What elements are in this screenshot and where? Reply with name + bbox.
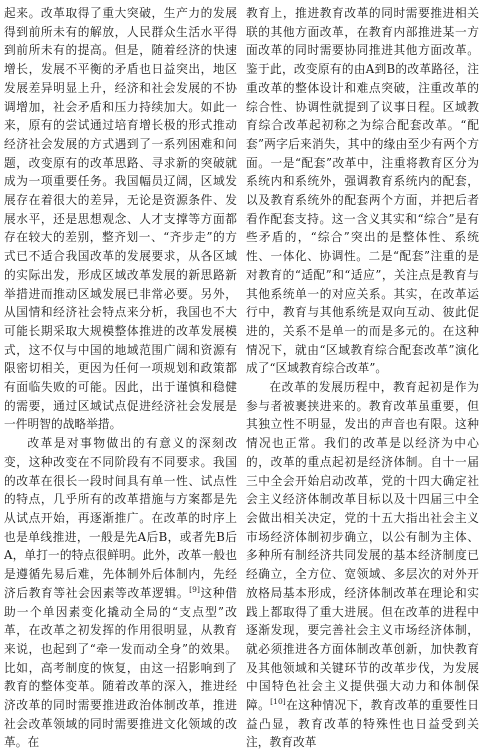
- citation-marker: [9]: [189, 584, 200, 594]
- body-paragraph: [246, 4, 479, 378]
- paper-page: [4, 4, 479, 750]
- text-column-left: [4, 4, 237, 750]
- paragraph-text: 教育上，推进教育改革的同时需要推进相关联的其他方面改革，在教育内部推进某一方面改革的同时需要协同推进其他方面改革。鉴于此，改变原有的由A到B的改革路径，注重改革的整体设计和难点突破，注重改革的综合性、协调性就提到了议事日程。区域教育综合改革起初称之为综合配套改革。“配套”两字后来消失，其中的缘由至少有两个方面。一是“配套”改革中，注重将教育区分为系统内和系统外，强调教育系统内的配套，以及教育系统外的配套两个方面，并把后者看作配套支持。这一含义其实和“综合”是有些矛盾的，“综合”突出的是整体性、系统性、一体化、协调性。二是“配套”注重的是对教育的“适配”和“适应”，关注点是教育与其他系统单一的对应关系。其实，在改革运行中，教育与其他系统是双向互动、彼此促进的，关系不是单一的而是多元的。在这种情况下，就由“区域教育综合配套改革”演化成了“区域教育综合改革”。: [246, 6, 479, 376]
- paragraph-text: 改革是对事物做出的有意义的深刻改变，这种改变在不同阶段有不同要求。我国的改革在很长一段时间具有单一性、试点性的特点，几乎所有的改革措施与方案都是先从试点开始，再逐渐推广。在改革的时序上也是单线推进，一般是先A后B，或者先B后A，单打一的特点很鲜明。此外，改革一般也是遵循先易后难，先体制外后体制内，先经济后教育等社会因素等改革逻辑。: [4, 436, 237, 600]
- paragraph-text: 在这种情况下，教育改革的重要性日益凸显，教育改革的特殊性也日益受到关注，教育改革: [246, 698, 479, 750]
- paragraph-text: 起来。改革取得了重大突破，生产力的发展得到前所未有的解放，人民群众生活水平得到前所未有的提高。但是，随着经济的快速增长，发展不平衡的矛盾也日益突出，地区发展差异明显上升，经济和社会发展的不协调增加，社会矛盾和压力持续加大。如此一来，原有的尝试通过培育增长极的形式推动经济社会发展的方式遇到了一系列困难和问题，改变原有的改革思路、寻求新的突破就成为一项重要任务。我国幅员辽阔，区域发展存在着很大的差异，无论是资源条件、发展水平，还是思想观念、人才支撑等方面都存在较大的差别，整齐划一、“齐步走”的方式已不适合我国改革的发展要求，从各区域的实际出发，形成区域改革发展的新思路新举措进而推动区域发展已非常必要。另外，从国情和经济社会特点来分析，我国也不大可能长期采取大规模整体推进的改革发展模式，这不仅与中国的地域范围广阔和资源有限密切相关，更因为任何一项规划和政策都有面临失败的可能。因此，出于谨慎和稳健的需要，通过区域试点促进经济社会发展是一件明智的战略举措。: [4, 6, 237, 432]
- body-paragraph: [246, 378, 479, 752]
- citation-marker: [10]: [270, 697, 286, 707]
- paragraph-text: 这种借助一个单因素变化撬动全局的“支点型”改革，在改革之初发挥的作用很明显，从教育来说，也起到了“牵一发而动全身”的效果。比如，高考制度的恢复，由这一招影响到了教育的整体变革。随着改革的深入，推进经济改革的同时需要推进政治体制改革，推进社会改革领域的同时需要推进文化领域的改革。在: [4, 585, 237, 750]
- body-paragraph: [4, 4, 237, 434]
- body-paragraph: [4, 434, 237, 752]
- paragraph-text: 在改革的发展历程中，教育起初是作为参与者被裹挟进来的。教育改革虽重要，但其独立性不明显，发出的声音也有限。这种情况也正常。我们的改革是以经济为中心的，改革的重点起初是经济体制。自十一届三中全会开始启动改革，党的十四大确定社会主义经济体制改革目标以及十四届三中全会做出相关决定，党的十五大指出社会主义市场经济体制初步确立，以公有制为主体、多种所有制经济共同发展的基本经济制度已经确立，全方位、宽领域、多层次的对外开放格局基本形成，经济体制改革在理论和实践上都取得了重大进展。但在改革的进程中逐渐发现，要完善社会主义市场经济体制，就必须推进各方面体制改革创新，加快教育及其他领域和关键环节的改革步伐，为发展中国特色社会主义提供强大动力和体制保障。: [246, 380, 479, 713]
- text-column-right: [246, 4, 479, 750]
